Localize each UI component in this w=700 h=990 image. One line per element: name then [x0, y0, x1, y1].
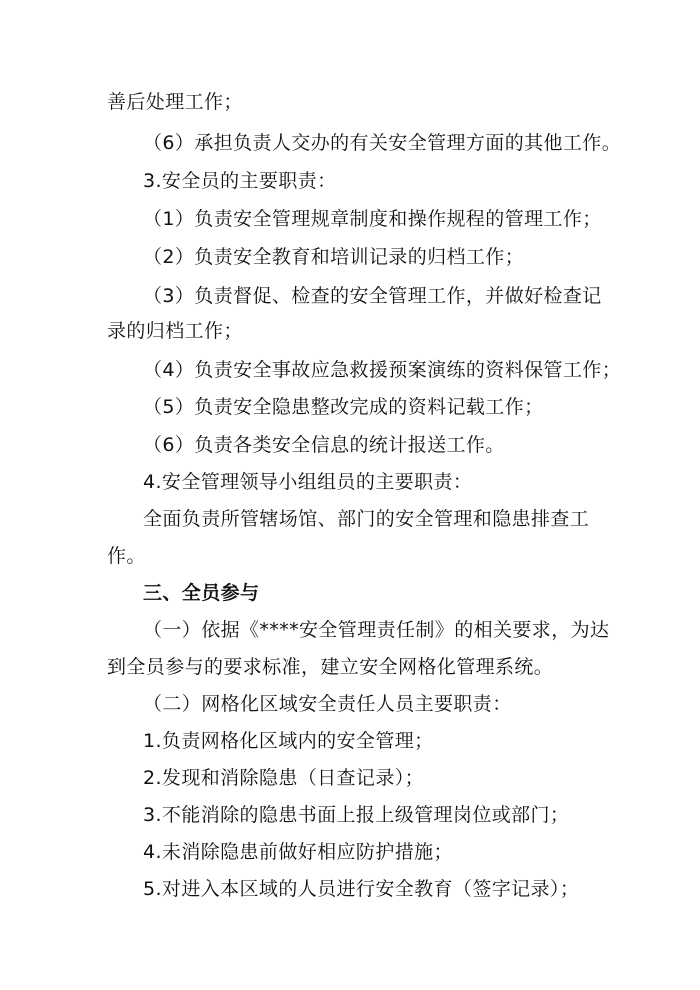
list-item: （3）负责督促、检查的安全管理工作，并做好检查记: [143, 285, 602, 307]
list-item: 5.对进入本区域的人员进行安全教育（签字记录）；: [143, 878, 580, 900]
paragraph-line: （6）承担负责人交办的有关安全管理方面的其他工作。: [143, 132, 622, 154]
paragraph-line: 全面负责所管辖场馆、部门的安全管理和隐患排查工: [143, 508, 590, 530]
list-item: 3.不能消除的隐患书面上报上级管理岗位或部门；: [143, 804, 570, 826]
list-item: （1）负责安全管理规章制度和操作规程的管理工作；: [143, 208, 602, 230]
list-item: （6）负责各类安全信息的统计报送工作。: [143, 434, 505, 456]
list-item: 4.未消除隐患前做好相应防护措施；: [143, 841, 453, 863]
paragraph-line: 到全员参与的要求标准，建立安全网格化管理系统。: [107, 656, 554, 678]
list-item-continuation: 录的归档工作；: [107, 320, 243, 342]
list-item: 1.负责网格化区域内的安全管理；: [143, 730, 434, 752]
list-item: （5）负责安全隐患整改完成的资料记载工作；: [143, 396, 544, 418]
paragraph-line: （一）依据《****安全管理责任制》的相关要求，为达: [143, 619, 610, 641]
paragraph-line: 作。: [107, 545, 146, 567]
section-heading: 4.安全管理领导小组组员的主要职责：: [143, 471, 473, 493]
section-heading: （二）网格化区域安全责任人员主要职责：: [143, 693, 512, 715]
section-heading: 3.安全员的主要职责：: [143, 170, 337, 192]
list-item: （4）负责安全事故应急救援预案演练的资料保管工作；: [143, 359, 622, 381]
list-item: 2.发现和消除隐患（日查记录）；: [143, 767, 425, 789]
list-item: （2）负责安全教育和培训记录的归档工作；: [143, 246, 525, 268]
paragraph-line: 善后处理工作；: [107, 91, 243, 113]
chapter-heading: 三、全员参与: [143, 582, 260, 604]
